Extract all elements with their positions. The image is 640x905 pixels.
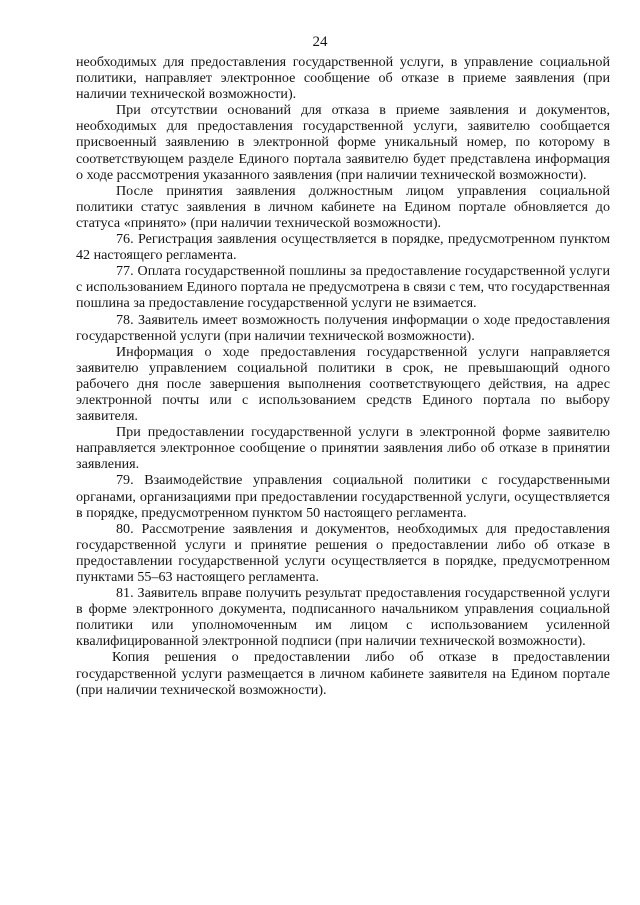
paragraph-status-accepted: После принятия заявления должностным лицом управления социальной политики статус заявления в личном кабинете на Едином портале обновляется до статуса «принято» (при наличии технической возможности). bbox=[76, 182, 610, 231]
paragraph-continuation: необходимых для предоставления государственной услуги, в управление социальной политики, направляет электронное сообщение об отказе в приеме заявления (при наличии технической возможности). bbox=[76, 54, 610, 103]
paragraph-item-77: 77. Оплата государственной пошлины за предоставление государственной услуги с использованием Единого портала не предусмотрена в связи с тем, что государственная пошлина за предоставление государственной услуги не взимается. bbox=[76, 263, 610, 312]
paragraph-progress-info: Информация о ходе предоставления государственной услуги направляется заявителю управлением социальной политики в срок, не превышающий одного рабочего дня после завершения выполнения соответствующего действия, на адрес электронной почты или с использованием средств Единого портала по выбору заявителя. bbox=[76, 343, 610, 425]
document-body bbox=[76, 54, 610, 698]
paragraph-item-80: 80. Рассмотрение заявления и документов, необходимых для предоставления государственной услуги и принятие решения о предоставлении либо об отказе в предоставлении государственной услуги осуществляется в порядке, предусмотренном пунктами 55–63 настоящего регламента. bbox=[76, 520, 610, 585]
paragraph-item-79: 79. Взаимодействие управления социальной политики с государственными органами, организациями при предоставлении государственной услуги, осуществляется в порядке, предусмотренном пунктом 50 настоящего регламента. bbox=[76, 472, 610, 521]
paragraph-unique-number: При отсутствии оснований для отказа в приеме заявления и документов, необходимых для предоставления государственной услуги, заявителю сообщается присвоенный заявлению в электронной форме уникальный номер, по которому в соответствующем разделе Единого портала заявителю будет представлена информация о ходе рассмотрения указанного заявления (при наличии технической возможности). bbox=[76, 102, 610, 183]
paragraph-electronic-notice: При предоставлении государственной услуги в электронной форме заявителю направляется электронное сообщение о принятии заявления либо об отказе в принятии заявления. bbox=[76, 424, 610, 473]
paragraph-item-76: 76. Регистрация заявления осуществляется в порядке, предусмотренном пунктом 42 настоящего регламента. bbox=[76, 231, 610, 264]
paragraph-item-81: 81. Заявитель вправе получить результат предоставления государственной услуги в форме электронного документа, подписанного начальником управления социальной политики или уполномоченным им лицом с использованием усиленной квалифицированной электронной подписи (при наличии технической возможности). bbox=[76, 585, 610, 650]
paragraph-decision-copy: Копия решения о предоставлении либо об отказе в предоставлении государственной услуги размещается в личном кабинете заявителя на Едином портале (при наличии технической возможности). bbox=[76, 649, 610, 698]
page-number: 24 bbox=[312, 34, 328, 50]
paragraph-item-78: 78. Заявитель имеет возможность получения информации о ходе предоставления государственной услуги (при наличии технической возможности). bbox=[76, 311, 610, 344]
